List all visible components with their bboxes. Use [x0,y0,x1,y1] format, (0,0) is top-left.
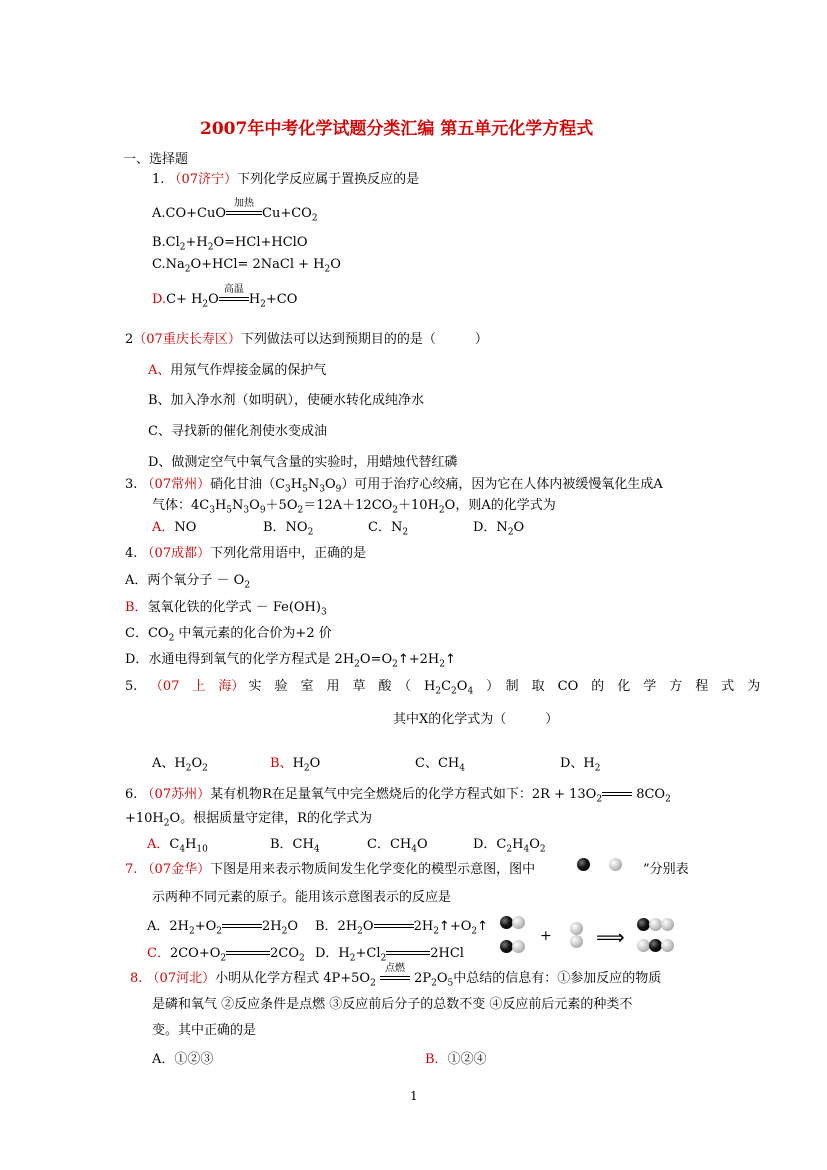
option-d: D、$H_2$ [560,756,601,774]
light-atom-icon [570,922,583,935]
page-number: 1 [410,1089,418,1103]
arrow-icon: ⟹ [596,925,625,949]
question-2: 2（07重庆长寿区）下列做法可以达到预期目的的是（ ） [125,332,488,347]
option-c: C．$N_2$ [368,520,409,538]
question-1 [152,168,419,187]
option-b: B．$CH_4$ [270,837,320,855]
light-atom-icon [661,918,674,931]
question-3: 3. （07常州）硝化甘油$(C_3H_5N_3O_9)$可用于治疗心绞痛，因为它在人体内被缓慢氧化生成A [125,477,663,495]
option-b: B．氢氧化铁的化学式 － $Fe(OH)_3$ [125,600,327,618]
option-d: D．$C_2H_4O_2$ [473,837,546,855]
question-number: 1. [152,172,165,187]
question-8-line2: 是磷和氧气 ②反应条件是点燃 ③反应前后分子的总数不变 ④反应前后元素的种类不 [152,997,633,1012]
option-a: A.CO+CuO 加热 $Cu+CO_2$ [152,197,318,224]
option-c: C．$CH_4O$ [367,837,428,855]
question-8: 8. （07河北）小明从化学方程式 $4P+5O_2$ 点燃 $2P_2O_5$中总结的信息有：①参加反应的物质 [130,962,662,989]
option-d: D．$H_2+Cl_2$ 2HCl [315,946,464,964]
option-c: C、$CH_4$ [415,756,465,774]
option-c: C、寻找新的催化剂使水变成油 [148,424,327,439]
section-heading: 一、选择题 [123,152,189,167]
question-stem: 下列化学反应属于置换反应的是 [237,172,420,187]
option-d: D．$N_2O$ [473,520,525,538]
plus-sign: + [540,928,552,944]
question-6-line2: $+10H_2O$。根据质量守定律，R的化学式为 [125,811,372,829]
option-c: C．$2CO+O_2$ $2CO_2$ [147,946,305,964]
question-5: 5. （07 上 海） 实 验 室 用 草 酸 （ $H_2C_2O_4$ ） 制 取 CO 的 化 学 方 程 式 为 [125,679,761,697]
option-b: B．①②④ [425,1052,487,1067]
option-b: B、加入净水剂（如明矾），使硬水转化成纯净水 [148,393,425,408]
question-source: （07济宁） [168,172,238,187]
dark-atom-icon [577,858,590,871]
question-8-line3: 变。其中正确的是 [152,1023,257,1038]
question-4: 4. （07成都）下列化常用语中，正确的是 [125,546,367,561]
option-b: B．$NO_2$ [263,520,314,538]
option-a: A．①②③ [152,1052,214,1067]
option-d: $D.C+ H_2O$ 高温 $H_2+CO$ [152,283,298,310]
question-6: 6. （07苏州）某有机物R在足量氧气中完全燃烧后的化学方程式如下：$2R + 13O_2$ $8CO_2$ [125,787,671,805]
light-atom-icon [512,916,525,929]
light-atom-icon [609,858,622,871]
option-a: A、$H_2O_2$ [152,756,208,774]
option-a: A．两个氧分子 － $O_2$ [125,573,251,591]
option-a: A．$2H_2+O_2$ $2H_2O$ [147,919,299,937]
light-atom-icon [512,940,525,953]
option-d: D、做测定空气中氧气含量的实验时，用蜡烛代替红磷 [148,455,458,470]
option-a: A、用氖气作焊接金属的保护气 [148,363,327,378]
option-b: B．$2H_2O$ $2H_2↑+O_2↑$ [315,919,489,937]
option-c: $C.Na_2O+HCl=$ 2NaCl + $H_2O$ [152,257,341,275]
question-7-quote-end: ”分别表 [643,862,689,877]
question-7: 7. （07金华）下图是用来表示物质间发生化学变化的模型示意图，图中 [125,862,536,877]
question-7-line2: 示两种不同元素的原子。能用该示意图表示的反应是 [152,890,452,905]
option-a: A．$C_4H_{10}$ [147,837,208,855]
light-atom-icon [661,939,674,952]
question-3-line2: 气体：$4C_3H_5N_3O_9+5O_2=12A+12CO_2+10H_2O$，则A的化学式为 [152,498,556,516]
option-d: D．水通电得到氧气的化学方程式是 $2H_2O=O_2↑+2H_2↑$ [125,652,456,670]
light-atom-icon [570,935,583,948]
reaction-model-diagram [498,912,683,962]
option-b: B、$H_2O$ [270,756,321,774]
option-c: C．$CO_2$ 中氧元素的化合价为+2 价 [125,626,332,644]
page-title: 2007年中考化学试题分类汇编 第五单元化学方程式 [200,119,594,139]
option-a: A．NO [152,520,197,535]
option-b: $B.Cl_2+H_2O=HCl+HClO$ [152,235,308,253]
question-5-line2: 其中X的化学式为（ ） [393,712,559,727]
